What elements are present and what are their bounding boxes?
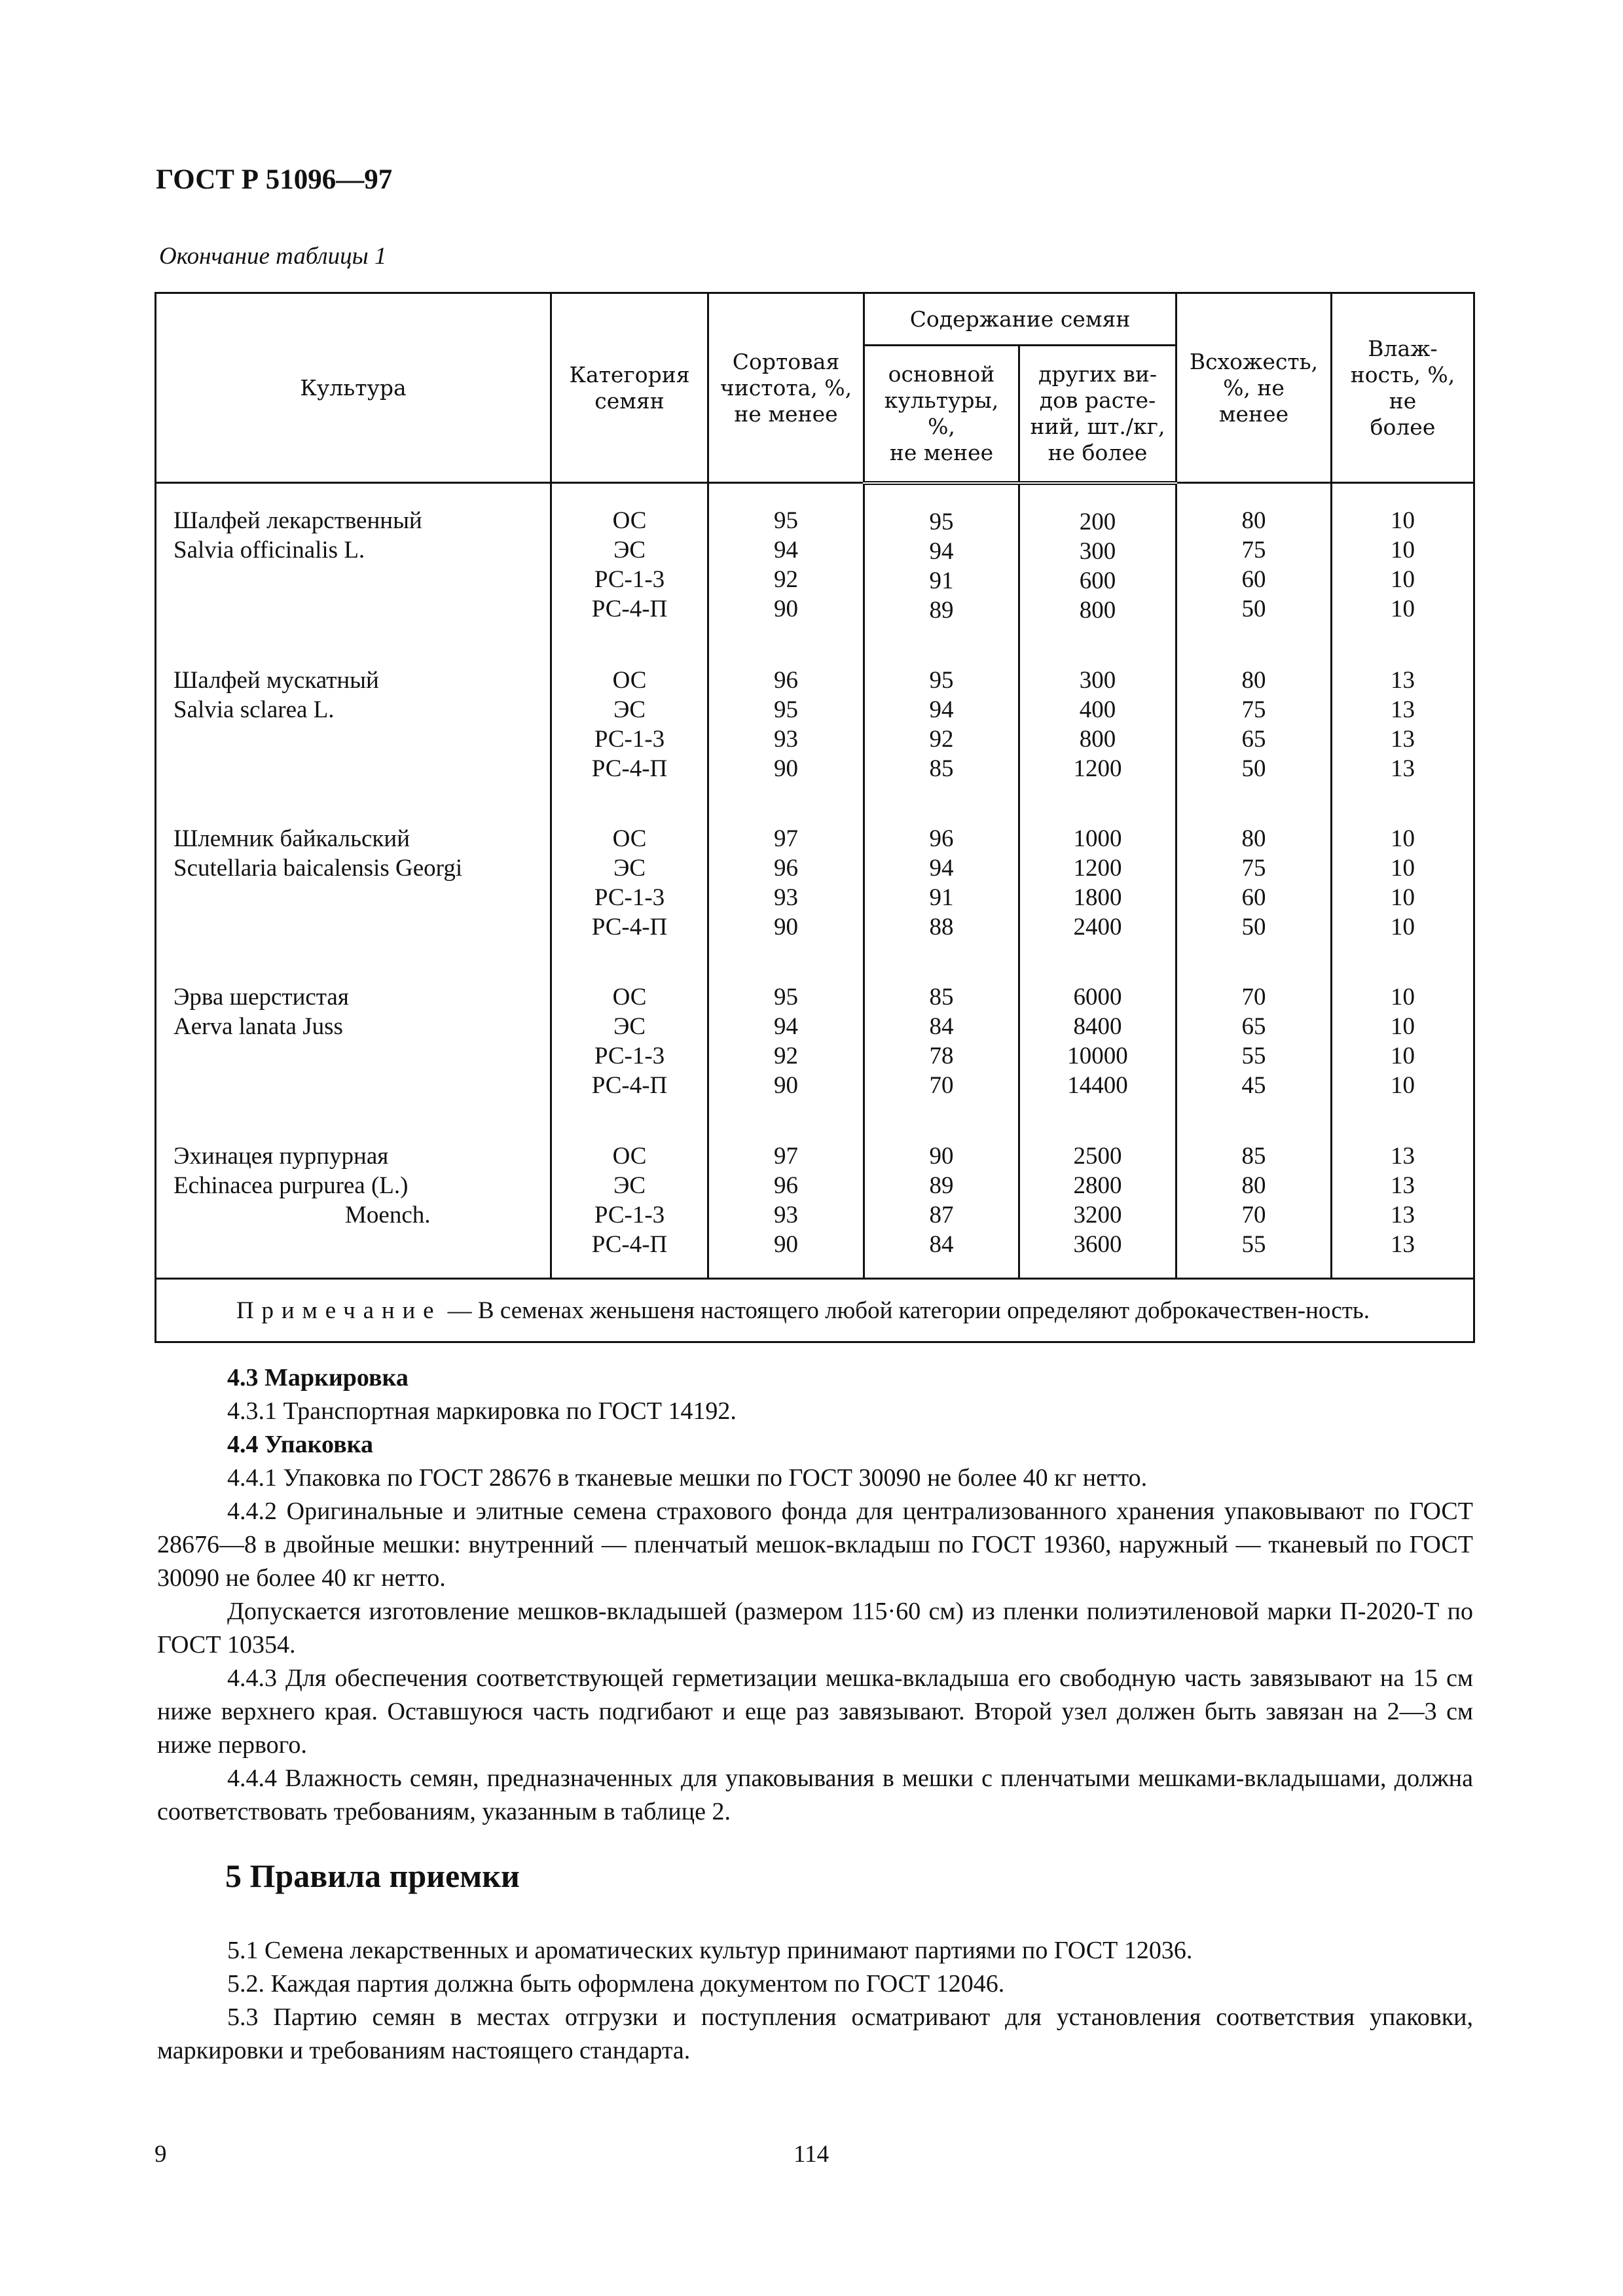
cell-value: 90 (774, 1230, 798, 1258)
header-culture: Культура (156, 293, 551, 483)
cell-other-species (1019, 643, 1176, 802)
cell-value: 400 (1079, 696, 1116, 723)
cell-purity (708, 643, 864, 802)
table-row (156, 802, 1474, 960)
cell-value: 1800 (1073, 884, 1122, 912)
cell-culture (156, 960, 551, 1119)
cell-value: 13 (1391, 1172, 1415, 1199)
header-purity: Сортовая чистота, %, не менее (708, 293, 864, 483)
cell-value: 80 (1241, 666, 1266, 694)
section-title-5: 5 Правила приемки (225, 1857, 520, 1894)
cell-other-species (1019, 1119, 1176, 1279)
cell-value: 13 (1391, 755, 1415, 782)
cell-value: 10 (1391, 1043, 1415, 1070)
cell-germination (1176, 1119, 1332, 1279)
paragraph-4-4-4: 4.4.4 Влажность семян, предназначенных для упаковывания в мешки с пленчатыми мешками-вкладышами, должна соответствовать требованиям, указанным в таблице 2. (157, 1765, 1473, 1825)
cell-value: ЭС (613, 1013, 646, 1041)
cell-value: 65 (1241, 725, 1266, 753)
cell-value: 92 (929, 725, 954, 753)
cell-value: 96 (774, 666, 798, 694)
cell-value: 45 (1241, 1072, 1266, 1100)
cell-value: 14400 (1067, 1072, 1128, 1100)
cell-value: ЭС (613, 696, 646, 723)
cell-value: 85 (929, 984, 954, 1011)
cell-main-crop (864, 643, 1019, 802)
culture-name-line: Salvia officinalis L. (173, 537, 365, 564)
cell-value: 10 (1391, 596, 1415, 622)
cell-value: РС-4-П (591, 1230, 668, 1258)
cell-value: ЭС (613, 855, 646, 882)
cell-value: 89 (929, 1172, 954, 1199)
note-label: Примечание (236, 1297, 442, 1324)
cell-value: 96 (774, 1172, 798, 1199)
culture-name-line: Salvia sclarea L. (173, 696, 335, 723)
cell-value: 10 (1391, 507, 1415, 534)
cell-value: РС-4-П (591, 914, 668, 941)
cell-value: 70 (1241, 984, 1266, 1011)
cell-germination (1176, 960, 1332, 1119)
cell-value: 2400 (1073, 914, 1122, 941)
cell-value: 95 (774, 696, 798, 723)
cell-value: 94 (929, 537, 954, 565)
cell-value: 6000 (1073, 984, 1122, 1011)
cell-value: ОС (612, 1142, 647, 1170)
cell-category (551, 1119, 708, 1279)
cell-value: РС-4-П (591, 1072, 668, 1100)
cell-value: 80 (1241, 1172, 1266, 1199)
cell-value: 87 (929, 1201, 954, 1229)
culture-name-line: Scutellaria baicalensis Georgi (173, 855, 463, 882)
cell-value: 92 (774, 1043, 798, 1070)
section-title-4-3: 4.3 Маркировка (227, 1364, 409, 1391)
cell-value: 93 (774, 1201, 798, 1229)
header-category: Категория семян (551, 293, 708, 483)
cell-value: РС-1-3 (594, 1201, 665, 1229)
cell-value: 10 (1391, 1072, 1415, 1100)
cell-value: 95 (929, 666, 954, 694)
cell-value: 95 (774, 984, 798, 1011)
cell-culture (156, 483, 551, 643)
culture-name-line: Эрва шерстистая (173, 984, 349, 1011)
cell-value: 85 (1241, 1142, 1266, 1170)
cell-other-species (1019, 483, 1176, 643)
cell-category (551, 960, 708, 1119)
cell-value: ОС (612, 825, 647, 853)
cell-value: 96 (929, 825, 954, 853)
paragraph-4-4-2: 4.4.2 Оригинальные и элитные семена страхового фонда для централизованного хранения упаковывают по ГОСТ 28676—8 в двойные мешки: внутренний — пленчатый мешок-вкладыш по ГОСТ 19360, наружный — тканевый по ГОСТ 30090 не более 40 кг нетто. (157, 1498, 1473, 1592)
cell-value: 300 (1079, 666, 1116, 694)
cell-value: 75 (1241, 537, 1266, 564)
cell-purity (708, 1119, 864, 1279)
paragraph-4-4-2-addendum: Допускается изготовление мешков-вкладышей (размером 115·60 см) из пленки полиэтиленовой марки П-2020-Т по ГОСТ 10354. (157, 1598, 1473, 1659)
cell-value: 88 (929, 914, 954, 941)
cell-culture (156, 643, 551, 802)
cell-value: 1200 (1073, 755, 1122, 782)
cell-value: 50 (1241, 755, 1266, 782)
table-caption: Окончание таблицы 1 (159, 243, 387, 270)
seed-quality-table (155, 292, 1475, 1343)
cell-main-crop (864, 1119, 1019, 1279)
cell-value: 300 (1079, 537, 1116, 565)
culture-author: Moench. (345, 1201, 431, 1229)
cell-value: 10 (1391, 825, 1415, 853)
cell-value: 55 (1241, 1230, 1266, 1258)
culture-name-line: Шалфей мускатный (173, 666, 379, 694)
table-note (156, 1279, 1474, 1342)
cell-culture (156, 1119, 551, 1279)
cell-value: 3200 (1073, 1201, 1122, 1229)
cell-value: 2800 (1073, 1172, 1122, 1199)
cell-moisture (1332, 483, 1474, 643)
culture-name-line: Эхинацея пурпурная (173, 1142, 389, 1170)
cell-value: РС-1-3 (594, 1043, 665, 1070)
note-text: — В семенах женьшеня настоящего любой категории определяют доброкачествен-ность. (441, 1297, 1370, 1324)
cell-value: 90 (774, 596, 798, 622)
document-code: ГОСТ Р 51096—97 (156, 164, 393, 195)
header-other-species: других ви- дов расте- ний, шт./кг, не более (1019, 346, 1176, 483)
cell-value: 78 (929, 1043, 954, 1070)
cell-value: 50 (1241, 914, 1266, 941)
cell-value: 600 (1079, 567, 1116, 594)
cell-value: 50 (1241, 596, 1266, 622)
cell-moisture (1332, 960, 1474, 1119)
cell-value: ОС (612, 984, 647, 1011)
cell-value: 60 (1241, 566, 1266, 593)
cell-value: РС-1-3 (594, 884, 665, 912)
cell-value: 65 (1241, 1013, 1266, 1041)
cell-moisture (1332, 802, 1474, 960)
header-moisture: Влаж- ность, %, не более (1332, 293, 1474, 483)
page-number-left: 9 (155, 2141, 167, 2168)
paragraph-4-3-1: 4.3.1 Транспортная маркировка по ГОСТ 14192. (227, 1397, 737, 1425)
header-germination: Всхожесть, %, не менее (1176, 293, 1332, 483)
cell-value: 1200 (1073, 855, 1122, 882)
cell-category (551, 483, 708, 643)
cell-category (551, 802, 708, 960)
cell-value: 70 (929, 1072, 954, 1100)
cell-value: 91 (929, 884, 954, 912)
cell-value: РС-1-3 (594, 725, 665, 753)
table-row (156, 483, 1474, 643)
cell-value: 800 (1079, 596, 1116, 624)
cell-culture (156, 802, 551, 960)
cell-value: 70 (1241, 1201, 1266, 1229)
cell-value: 200 (1079, 508, 1116, 535)
cell-value: 93 (774, 725, 798, 753)
cell-value: ОС (612, 666, 647, 694)
cell-value: 13 (1391, 1142, 1415, 1170)
cell-value: 13 (1391, 696, 1415, 723)
culture-name-line: Шалфей лекарственный (173, 507, 422, 534)
cell-value: 84 (929, 1230, 954, 1258)
cell-value: 90 (774, 755, 798, 782)
cell-moisture (1332, 643, 1474, 802)
section-4-body (157, 1361, 1473, 1829)
cell-germination (1176, 802, 1332, 960)
cell-value: 89 (929, 596, 954, 624)
section-5-body (157, 1934, 1473, 2068)
cell-value: 8400 (1073, 1013, 1122, 1041)
cell-purity (708, 802, 864, 960)
cell-value: 3600 (1073, 1230, 1122, 1258)
cell-value: 91 (929, 567, 954, 594)
cell-value: 60 (1241, 884, 1266, 912)
cell-other-species (1019, 802, 1176, 960)
culture-name-line: Шлемник байкальский (173, 825, 410, 853)
cell-value: ЭС (613, 537, 646, 564)
cell-value: 97 (774, 825, 798, 853)
cell-value: 97 (774, 1142, 798, 1170)
cell-value: 90 (774, 1072, 798, 1100)
cell-value: 80 (1241, 507, 1266, 534)
cell-value: 800 (1079, 725, 1116, 753)
culture-name-line: Echinacea purpurea (L.) (173, 1172, 409, 1199)
cell-value: ЭС (613, 1172, 646, 1199)
cell-value: 13 (1391, 1201, 1415, 1229)
cell-value: 13 (1391, 666, 1415, 694)
cell-value: 75 (1241, 696, 1266, 723)
cell-value: 10 (1391, 566, 1415, 593)
paragraph-5-1: 5.1 Семена лекарственных и ароматических культур принимают партиями по ГОСТ 12036. (227, 1937, 1193, 1964)
paragraph-5-3: 5.3 Партию семян в местах отгрузки и поступления осматривают для установления соответствия упаковки, маркировки и требованиям настоящего стандарта. (157, 2003, 1473, 2064)
cell-value: 94 (774, 1013, 798, 1041)
header-main-crop: основной культуры, %, не менее (864, 346, 1019, 483)
cell-value: 80 (1241, 825, 1266, 853)
paragraph-4-4-1: 4.4.1 Упаковка по ГОСТ 28676 в тканевые мешки по ГОСТ 30090 не более 40 кг нетто. (227, 1464, 1148, 1492)
cell-value: 10000 (1067, 1043, 1128, 1070)
cell-germination (1176, 483, 1332, 643)
cell-value: 85 (929, 755, 954, 782)
cell-main-crop (864, 960, 1019, 1119)
cell-value: 13 (1391, 1230, 1415, 1258)
cell-value: 1000 (1073, 825, 1122, 853)
cell-value: 10 (1391, 1013, 1415, 1041)
cell-value: 10 (1391, 914, 1415, 941)
cell-value: 13 (1391, 725, 1415, 753)
cell-value: 55 (1241, 1043, 1266, 1070)
section-title-4-4: 4.4 Упаковка (227, 1431, 373, 1458)
cell-value: 96 (774, 855, 798, 882)
cell-value: РС-1-3 (594, 566, 665, 593)
header-seed-content: Содержание семян (864, 293, 1176, 346)
cell-value: 10 (1391, 984, 1415, 1011)
cell-main-crop (864, 483, 1019, 643)
cell-value: 93 (774, 884, 798, 912)
cell-value: 90 (929, 1142, 954, 1170)
page-number-center: 114 (793, 2141, 830, 2168)
paragraph-5-2: 5.2. Каждая партия должна быть оформлена документом по ГОСТ 12046. (227, 1970, 1005, 1998)
cell-value: 95 (774, 507, 798, 534)
cell-value: 94 (774, 537, 798, 564)
table-row (156, 960, 1474, 1119)
cell-germination (1176, 643, 1332, 802)
cell-value: 90 (774, 914, 798, 941)
cell-purity (708, 483, 864, 643)
cell-value: 10 (1391, 855, 1415, 882)
cell-value: 10 (1391, 884, 1415, 912)
cell-value: 95 (929, 508, 954, 535)
table-row (156, 1119, 1474, 1279)
culture-name-line: Aerva lanata Juss (173, 1013, 343, 1041)
cell-value: 84 (929, 1013, 954, 1041)
cell-value: ОС (612, 507, 647, 534)
cell-purity (708, 960, 864, 1119)
cell-moisture (1332, 1119, 1474, 1279)
cell-value: 75 (1241, 855, 1266, 882)
cell-value: РС-4-П (591, 596, 668, 622)
cell-value: 94 (929, 855, 954, 882)
cell-main-crop (864, 802, 1019, 960)
paragraph-4-4-3: 4.4.3 Для обеспечения соответствующей герметизации мешка-вкладыша его свободную часть завязывают на 15 см ниже верхнего края. Оставшуюся часть подгибают и еще раз завязывают. Второй узел должен быть завязан на 2—3 см ниже первого. (157, 1664, 1473, 1759)
cell-other-species (1019, 960, 1176, 1119)
cell-value: 94 (929, 696, 954, 723)
cell-value: 10 (1391, 537, 1415, 564)
table-row (156, 643, 1474, 802)
cell-value: 92 (774, 566, 798, 593)
cell-category (551, 643, 708, 802)
cell-value: РС-4-П (591, 755, 668, 782)
cell-value: 2500 (1073, 1142, 1122, 1170)
